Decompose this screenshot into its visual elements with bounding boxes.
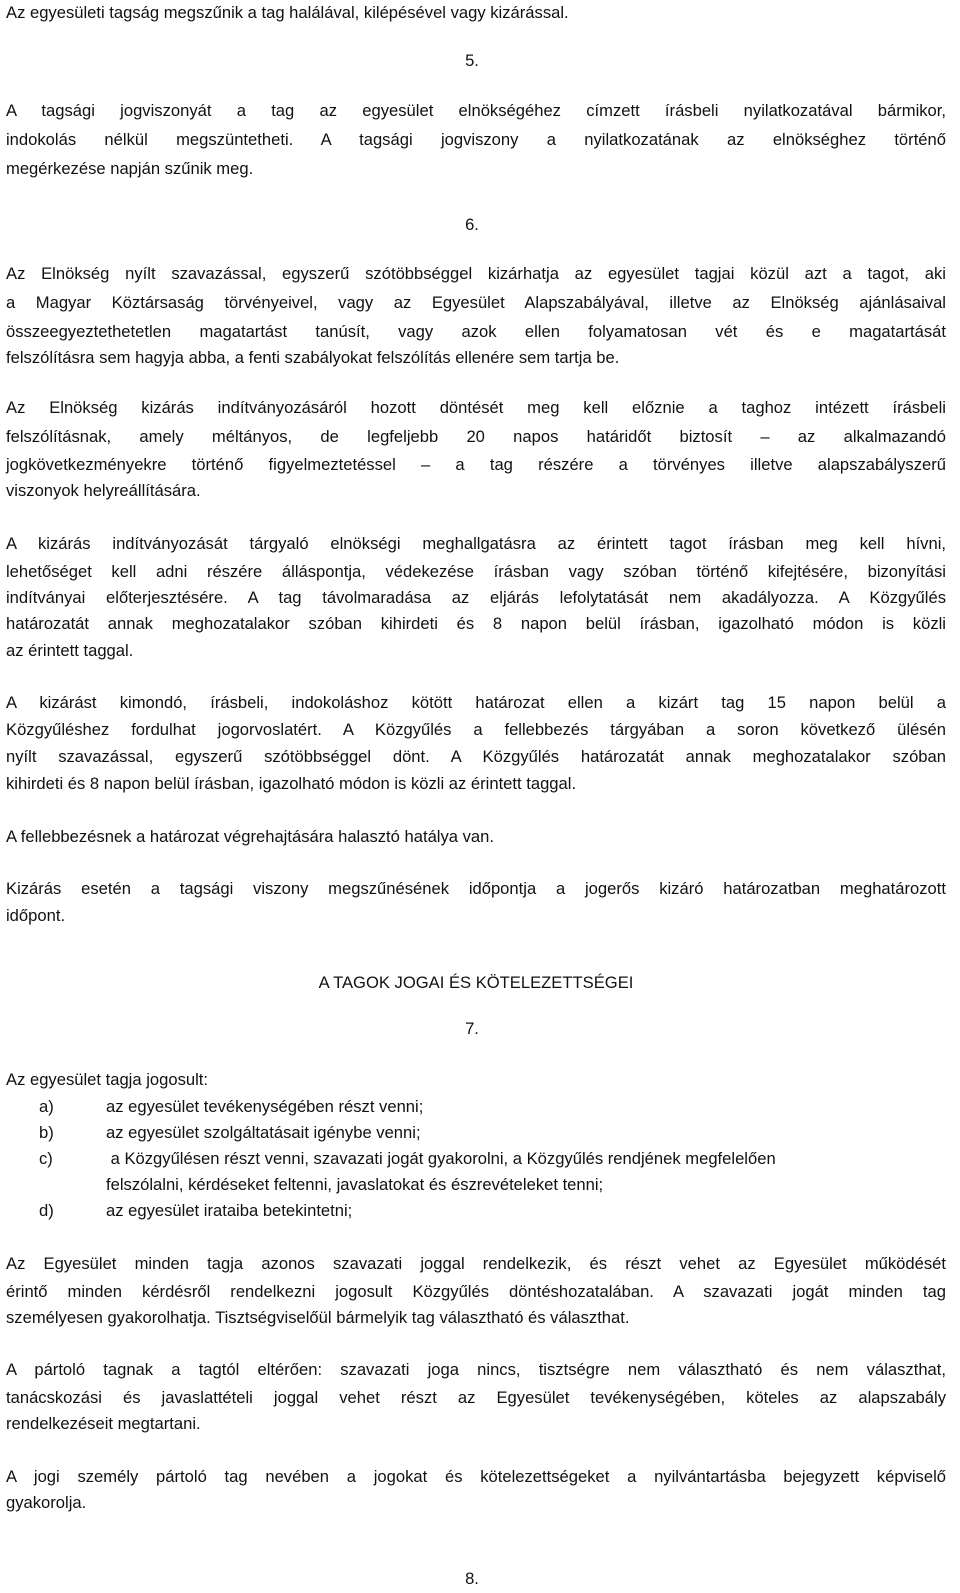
section7-p1-line-2: érintő minden kérdésről rendelkezni jogosult Közgyűlés döntéshozatalában. A szavazati jogát minden tag bbox=[6, 1282, 946, 1301]
section-number-7: 7. bbox=[465, 1019, 479, 1038]
list-marker: b) bbox=[39, 1123, 54, 1142]
list-text: az egyesület irataiba betekintetni; bbox=[106, 1201, 353, 1220]
section6-p6-line-2: időpont. bbox=[6, 906, 66, 925]
section5-line-2: indokolás nélkül megszüntetheti. A tagsági jogviszony a nyilatkozatának az elnökséghez történő bbox=[6, 130, 946, 149]
section5-line-3: megérkezése napján szűnik meg. bbox=[6, 159, 254, 178]
section6-p5-line-1: A fellebbezésnek a határozat végrehajtására halasztó hatálya van. bbox=[6, 827, 494, 846]
section6-p3-line-3: indítványai előterjesztésére. A tag távolmaradása az eljárás lefolytatását nem akadályozza. A Közgyűlés bbox=[6, 588, 946, 607]
section7-p3-line-2: gyakorolja. bbox=[6, 1493, 87, 1512]
section5-line-1: A tagsági jogviszonyát a tag az egyesület elnökségéhez címzett írásbeli nyilatkozatával bármikor, bbox=[6, 101, 946, 120]
list-text: felszólalni, kérdéseket feltenni, javaslatokat és észrevételeket tenni; bbox=[106, 1175, 604, 1194]
section6-p4-line-1: A kizárást kimondó, írásbeli, indokoláshoz kötött határozat ellen a kizárt tag 15 napon belül a bbox=[6, 693, 946, 712]
list-text: az egyesület tevékenységében részt venni; bbox=[106, 1097, 424, 1116]
section6-p2-line-4: viszonyok helyreállítására. bbox=[6, 481, 201, 500]
section6-p2-line-3: jogkövetkezményekre történő figyelmeztetéssel – a tag részére a törvényes illetve alapszabályszerű bbox=[6, 455, 946, 474]
section7-p1-line-3: személyesen gyakorolhatja. Tisztségviselőül bármelyik tag választható és választhat. bbox=[6, 1308, 630, 1327]
section6-p2-line-1: Az Elnökség kizárás indítványozásáról hozott döntését meg kell előznie a taghoz intézett írásbeli bbox=[6, 398, 946, 417]
list-marker: a) bbox=[39, 1097, 54, 1116]
section6-p2-line-2: felszólításnak, amely méltányos, de legfeljebb 20 napos határidőt biztosít – az alkalmazandó bbox=[6, 427, 946, 446]
section7-p3-line-1: A jogi személy pártoló tag nevében a jogokat és kötelezettségeket a nyilvántartásba bejegyzett képviselő bbox=[6, 1467, 946, 1486]
section6-p3-line-4: határozatát annak meghozatalakor szóban kihirdeti és 8 napon belül írásban, igazolható módon is közli bbox=[6, 614, 946, 633]
section6-p1-line-2: a Magyar Köztársaság törvényeivel, vagy az Egyesület Alapszabályával, illetve az Elnökség ajánlásaival bbox=[6, 293, 946, 312]
section6-p4-line-2: Közgyűléshez fordulhat jogorvoslatért. A Közgyűlés a fellebbezés tárgyában a soron következő ülésén bbox=[6, 720, 946, 739]
section6-p3-line-5: az érintett taggal. bbox=[6, 641, 134, 660]
section6-p1-line-4: felszólításra sem hagyja abba, a fenti szabályokat felszólítás ellenére sem tartja be. bbox=[6, 348, 620, 367]
intro-line: Az egyesületi tagság megszűnik a tag halálával, kilépésével vagy kizárással. bbox=[6, 3, 569, 22]
chapter-title: A TAGOK JOGAI ÉS KÖTELEZETTSÉGEI bbox=[318, 973, 634, 992]
list-text: a Közgyűlésen részt venni, szavazati jogát gyakorolni, a Közgyűlés rendjének megfelelően bbox=[106, 1149, 776, 1168]
section-number-5: 5. bbox=[465, 51, 479, 70]
section6-p1-line-3: összeegyeztethetetlen magatartást tanúsít, vagy azok ellen folyamatosan vét és e magatartását bbox=[6, 322, 946, 341]
list-marker: c) bbox=[39, 1149, 53, 1168]
section7-p2-line-3: rendelkezéseit megtartani. bbox=[6, 1414, 201, 1433]
section-number-8: 8. bbox=[465, 1569, 479, 1588]
section7-p2-line-1: A pártoló tagnak a tagtól eltérően: szavazati joga nincs, tisztségre nem választható és nem választhat, bbox=[6, 1360, 946, 1379]
section6-p3-line-2: lehetőséget kell adni részére álláspontja, védekezése írásban vagy szóban történő kifejtésére, bizonyítási bbox=[6, 562, 946, 581]
section-number-6: 6. bbox=[465, 215, 479, 234]
section6-p4-line-4: kihirdeti és 8 napon belül írásban, igazolható módon is közli az érintett taggal. bbox=[6, 774, 577, 793]
section6-p4-line-3: nyílt szavazással, egyszerű szótöbbséggel dönt. A Közgyűlés határozatát annak meghozatalakor szóban bbox=[6, 747, 946, 766]
list-text: az egyesület szolgáltatásait igénybe venni; bbox=[106, 1123, 421, 1142]
section6-p1-line-1: Az Elnökség nyílt szavazással, egyszerű szótöbbséggel kizárhatja az egyesület tagjai közül azt a tagot, aki bbox=[6, 264, 946, 283]
section7-list-intro: Az egyesület tagja jogosult: bbox=[6, 1070, 209, 1089]
list-marker: d) bbox=[39, 1201, 54, 1220]
section6-p6-line-1: Kizárás esetén a tagsági viszony megszűnésének időpontja a jogerős kizáró határozatban meghatározott bbox=[6, 879, 946, 898]
section7-p1-line-1: Az Egyesület minden tagja azonos szavazati joggal rendelkezik, és részt vehet az Egyesület működését bbox=[6, 1254, 946, 1273]
section7-p2-line-2: tanácskozási és javaslattételi joggal vehet részt az Egyesület tevékenységében, köteles az alapszabály bbox=[6, 1388, 946, 1407]
section6-p3-line-1: A kizárás indítványozását tárgyaló elnökségi meghallgatásra az érintett tagot írásban meg kell hívni, bbox=[6, 534, 946, 553]
